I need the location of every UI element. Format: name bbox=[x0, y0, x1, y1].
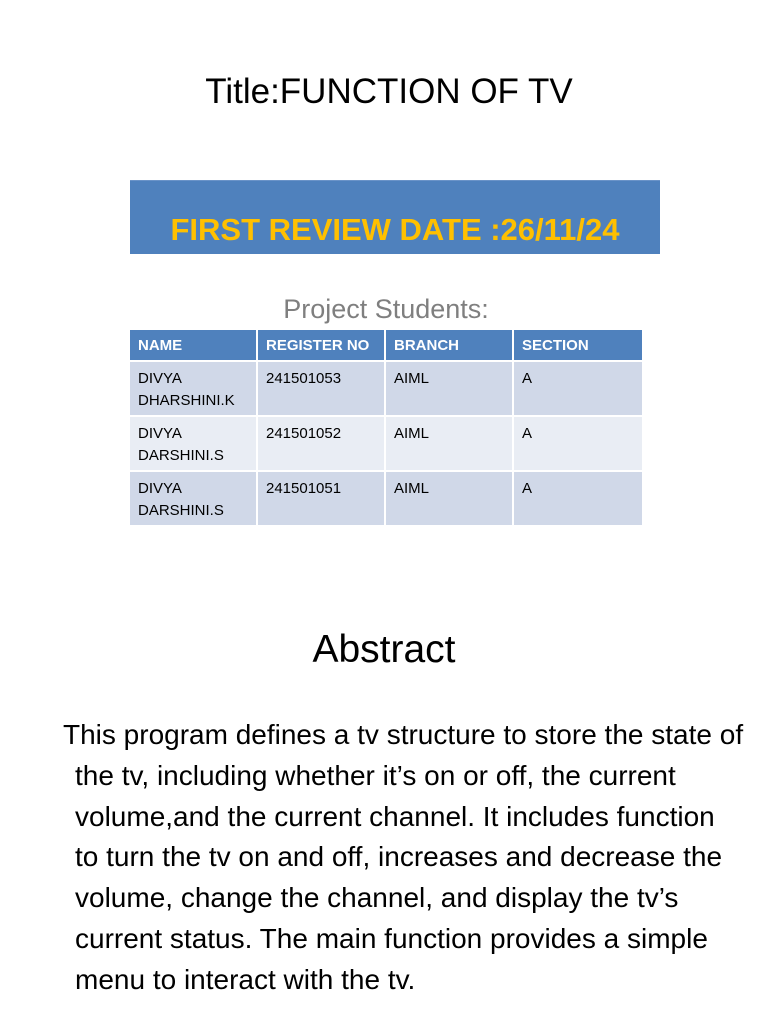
column-header-branch: BRANCH bbox=[385, 330, 513, 361]
project-students-heading: Project Students: bbox=[283, 294, 489, 324]
table-row bbox=[130, 471, 642, 525]
table-row bbox=[130, 361, 642, 416]
cell-section: A bbox=[513, 471, 642, 525]
cell-section: A bbox=[513, 416, 642, 471]
cell-name: DIVYA DHARSHINI.K bbox=[130, 361, 257, 416]
review-date-banner bbox=[130, 180, 660, 254]
table-header-row bbox=[130, 330, 642, 361]
review-date-text: FIRST REVIEW DATE :26/11/24 bbox=[170, 212, 620, 247]
cell-register-no: 241501053 bbox=[257, 361, 385, 416]
abstract-heading: Abstract bbox=[312, 628, 456, 671]
cell-register-no: 241501052 bbox=[257, 416, 385, 471]
cell-name: DIVYA DARSHINI.S bbox=[130, 471, 257, 525]
slide-title: Title:FUNCTION OF TV bbox=[205, 72, 573, 111]
cell-name: DIVYA DARSHINI.S bbox=[130, 416, 257, 471]
abstract-body: This program defines a tv structure to store the state of the tv, including whether it’s on or off, the current volume,and the current channel. It includes function to turn the tv on and off, increases and decrease the volume, change the channel, and display the tv’s current status. The main function provides a simple menu to interact with the tv. bbox=[63, 719, 744, 995]
cell-branch: AIML bbox=[385, 361, 513, 416]
column-header-name: NAME bbox=[130, 330, 257, 361]
column-header-section: SECTION bbox=[513, 330, 642, 361]
cell-register-no: 241501051 bbox=[257, 471, 385, 525]
cell-section: A bbox=[513, 361, 642, 416]
column-header-register-no: REGISTER NO bbox=[257, 330, 385, 361]
table-row bbox=[130, 416, 642, 471]
cell-branch: AIML bbox=[385, 416, 513, 471]
cell-branch: AIML bbox=[385, 471, 513, 525]
students-table bbox=[130, 330, 642, 525]
